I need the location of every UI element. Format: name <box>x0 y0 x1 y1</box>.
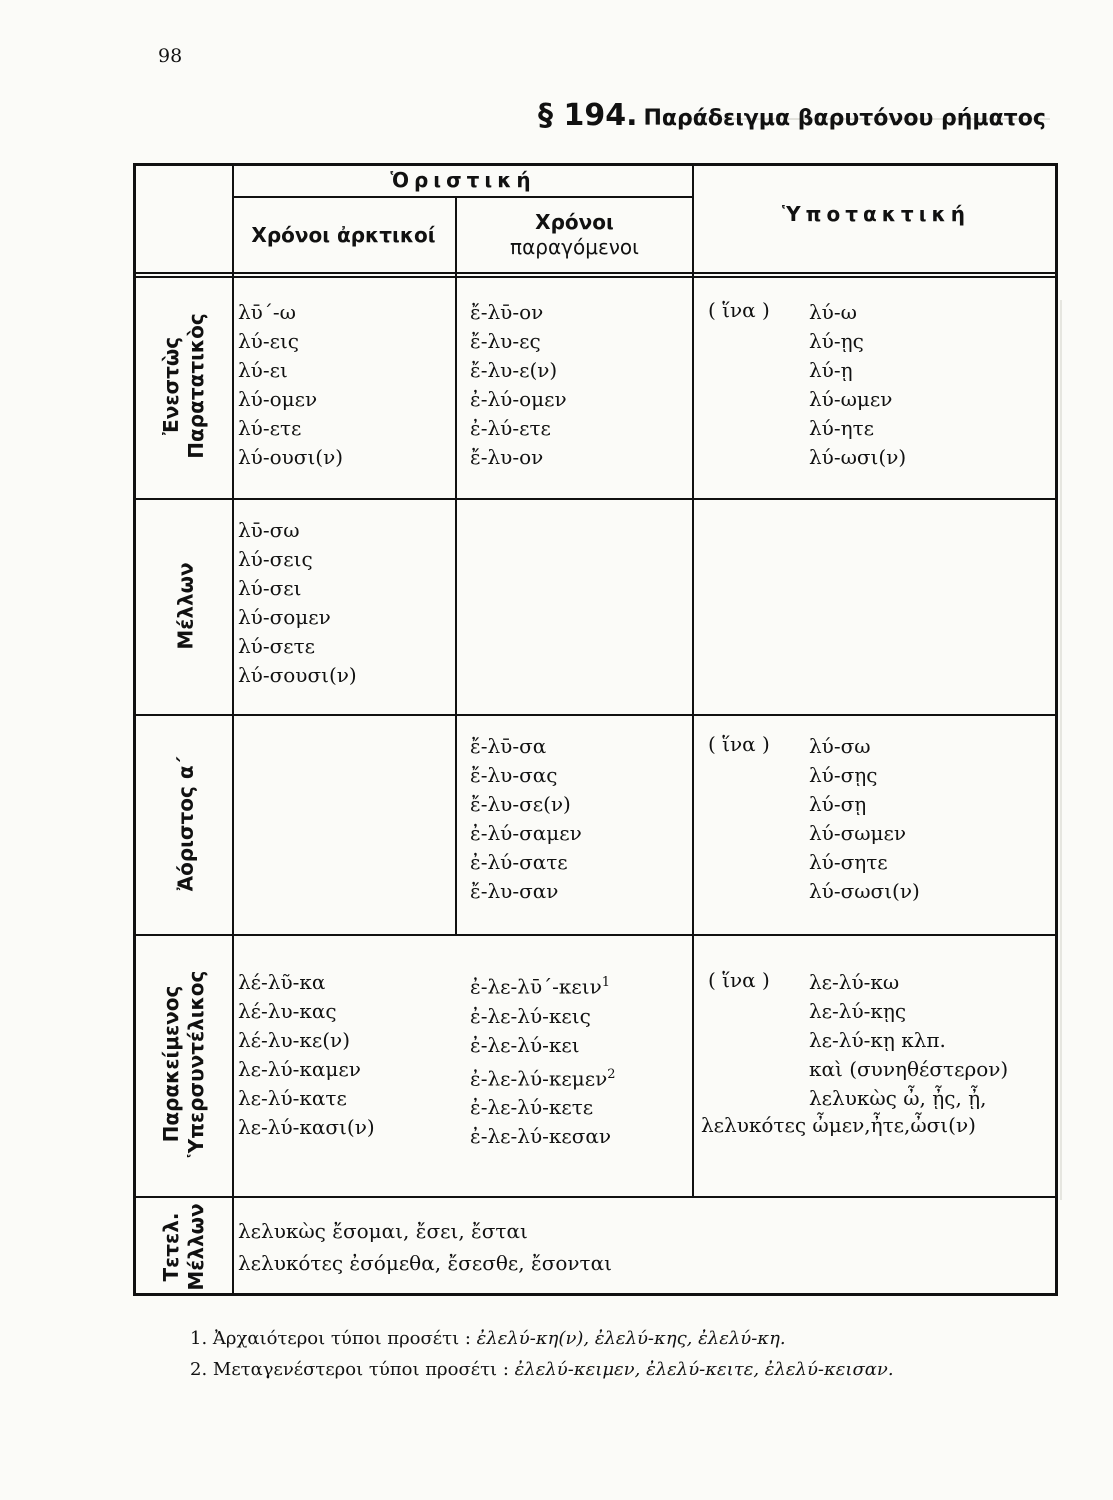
form-text: ἐ-λε-λῡ΄-κειν <box>470 974 602 999</box>
subjunctive-header: Ὑποτακτική <box>782 202 970 226</box>
list-item: λύ-ωσι(ν) <box>809 445 907 469</box>
list-item: λύ-ετε <box>238 416 302 440</box>
secondary-tenses-line2: παραγόμενοι <box>510 235 639 259</box>
list-item: ἔ-λυ-σε(ν) <box>470 792 571 816</box>
list-item: λέ-λῦ-κα <box>238 970 326 994</box>
list-item: ἐ-λύ-ετε <box>470 416 551 440</box>
list-item: λύ-ω <box>809 300 857 324</box>
perfect-subjunctive-list <box>809 968 1008 1113</box>
list-item: ἔ-λυ-σαν <box>470 879 559 903</box>
list-item <box>470 968 616 1002</box>
table-divider <box>136 934 1058 936</box>
section-number: § 194. <box>538 98 638 133</box>
list-item: λύ-ῃ <box>809 358 853 382</box>
section-title: Παράδειγμα βαρυτόνου ρήματος <box>643 106 1046 131</box>
list-item: λύ-ῃς <box>809 329 864 353</box>
list-item: ἔ-λῡ-σα <box>470 734 547 758</box>
list-item: λύ-σωσι(ν) <box>809 879 920 903</box>
list-item: ἐ-λε-λύ-κετε <box>470 1095 594 1120</box>
list-item: ἔ-λυ-ον <box>470 445 544 469</box>
row-label-present <box>159 313 209 458</box>
list-item: ἐ-λύ-ομεν <box>470 387 567 411</box>
footnote-2 <box>190 1359 894 1380</box>
row-label-line: Μέλλων <box>184 1203 208 1291</box>
row-label-perfect <box>159 971 209 1158</box>
list-item: λύ-σετε <box>238 634 316 658</box>
row-label-line: Παρατατικὸς <box>184 313 208 459</box>
secondary-tenses-line1: Χρόνοι <box>535 210 614 234</box>
list-item: λελυκότες ἐσόμεθα, ἔσεσθε, ἔσονται <box>238 1251 612 1275</box>
section-heading <box>538 98 1046 133</box>
list-item: ἔ-λυ-ε(ν) <box>470 358 558 382</box>
footnote-forms: ἐλελύ-κειμεν, ἐλελύ-κειτε, ἐλελύ-κεισαν. <box>514 1359 894 1380</box>
aorist-indicative-list <box>470 732 582 906</box>
table-divider <box>136 1196 1058 1198</box>
footnote-1 <box>190 1328 786 1349</box>
footnote-forms: ἐλελύ-κη(ν), ἐλελύ-κης, ἐλελύ-κη. <box>476 1328 786 1349</box>
imperfect-list <box>470 298 567 472</box>
present-primary-list <box>238 298 343 472</box>
hina-prefix: ( ἵνα ) <box>708 732 770 756</box>
table-divider <box>136 276 1058 278</box>
list-item: ἐ-λε-λύ-κεσαν <box>470 1124 612 1149</box>
list-item: λε-λύ-κῃς <box>809 999 907 1023</box>
future-list <box>238 516 357 690</box>
list-item: καὶ (συνηθέστερον) <box>809 1057 1009 1081</box>
list-item: λύ-σει <box>238 576 302 600</box>
list-item: λύ-σω <box>809 734 871 758</box>
footnote-marker: 1 <box>601 975 611 990</box>
pluperfect-list <box>470 968 616 1151</box>
page-number: 98 <box>158 45 183 67</box>
list-item: λε-λύ-κῃ κλπ. <box>809 1028 946 1052</box>
list-item: λε-λύ-κασι(ν) <box>238 1115 375 1139</box>
conjugation-table <box>133 163 1058 1296</box>
hina-prefix: ( ἵνα ) <box>708 968 770 992</box>
list-item: λελυκὼς ὦ, ᾖς, ᾖ, <box>809 1086 987 1110</box>
perfect-list <box>238 968 375 1142</box>
list-item: λύ-σωμεν <box>809 821 907 845</box>
list-item: λύ-ομεν <box>238 387 318 411</box>
bleed-through <box>1060 300 1062 1200</box>
footnote-text: 1. Ἀρχαιότεροι τύποι προσέτι : <box>190 1328 471 1349</box>
list-item: ἔ-λυ-ες <box>470 329 541 353</box>
hina-prefix: ( ἵνα ) <box>708 298 770 322</box>
list-item: λύ-σουσι(ν) <box>238 663 357 687</box>
list-item: λύ-σῃ <box>809 792 867 816</box>
footnote-text: 2. Μεταγενέστεροι τύποι προσέτι : <box>190 1359 509 1380</box>
footnote-marker: 2 <box>607 1066 616 1082</box>
aorist-subjunctive-list <box>809 732 920 906</box>
form-text: ἐ-λε-λύ-κεμεν <box>470 1066 608 1091</box>
list-item: ἐ-λε-λύ-κεις <box>470 1003 591 1028</box>
list-item: λύ-ωμεν <box>809 387 893 411</box>
list-item <box>470 1060 616 1094</box>
table-divider <box>692 166 694 1196</box>
table-divider <box>136 272 1058 274</box>
row-label-future-perfect <box>159 1203 209 1290</box>
list-item: λέ-λυ-κας <box>238 999 337 1023</box>
list-item: λύ-σητε <box>809 850 888 874</box>
indicative-header: Ὁριστική <box>390 168 536 192</box>
list-item: λύ-ητε <box>809 416 874 440</box>
future-perfect-list <box>238 1215 612 1279</box>
table-divider <box>232 196 694 198</box>
secondary-tenses-header <box>457 210 692 260</box>
present-subjunctive-list <box>809 298 906 472</box>
row-label-aorist: Ἀόριστος α΄ <box>173 756 198 892</box>
table-divider <box>136 714 1058 716</box>
list-item: λῡ΄-ω <box>238 300 296 324</box>
table-divider <box>232 166 234 1296</box>
list-item: ἐ-λε-λύ-κει <box>470 1032 580 1057</box>
list-item: λύ-σομεν <box>238 605 331 629</box>
perfect-subjunctive-periphrastic: λελυκότες ὦμεν,ἦτε,ὦσι(ν) <box>701 1113 976 1137</box>
list-item: λύ-σεις <box>238 547 313 571</box>
list-item: λελυκὼς ἔσομαι, ἔσει, ἔσται <box>238 1219 528 1243</box>
row-label-line: Ὑπερσυντέλικος <box>184 970 208 1158</box>
primary-tenses-header: Χρόνοι ἀρκτικοί <box>251 223 436 247</box>
list-item: λῡ-σω <box>238 518 300 542</box>
list-item: λύ-ει <box>238 358 288 382</box>
row-label-line: Τετελ. <box>159 1212 183 1282</box>
list-item: λύ-ουσι(ν) <box>238 445 344 469</box>
list-item: λε-λύ-καμεν <box>238 1057 361 1081</box>
list-item: λύ-σῃς <box>809 763 878 787</box>
list-item: ἔ-λυ-σας <box>470 763 558 787</box>
list-item: ἐ-λύ-σαμεν <box>470 821 582 845</box>
list-item: λέ-λυ-κε(ν) <box>238 1028 351 1052</box>
list-item: λε-λύ-κω <box>809 970 900 994</box>
row-label-line: Παρακείμενος <box>159 985 183 1143</box>
table-divider <box>136 498 1058 500</box>
row-label-line: Ἐνεστὼς <box>159 336 183 436</box>
list-item: λε-λύ-κατε <box>238 1086 347 1110</box>
list-item: ἐ-λύ-σατε <box>470 850 568 874</box>
list-item: ἔ-λῡ-ον <box>470 300 544 324</box>
list-item: λύ-εις <box>238 329 299 353</box>
table-divider <box>455 196 457 936</box>
row-label-future: Μέλλων <box>173 562 198 650</box>
